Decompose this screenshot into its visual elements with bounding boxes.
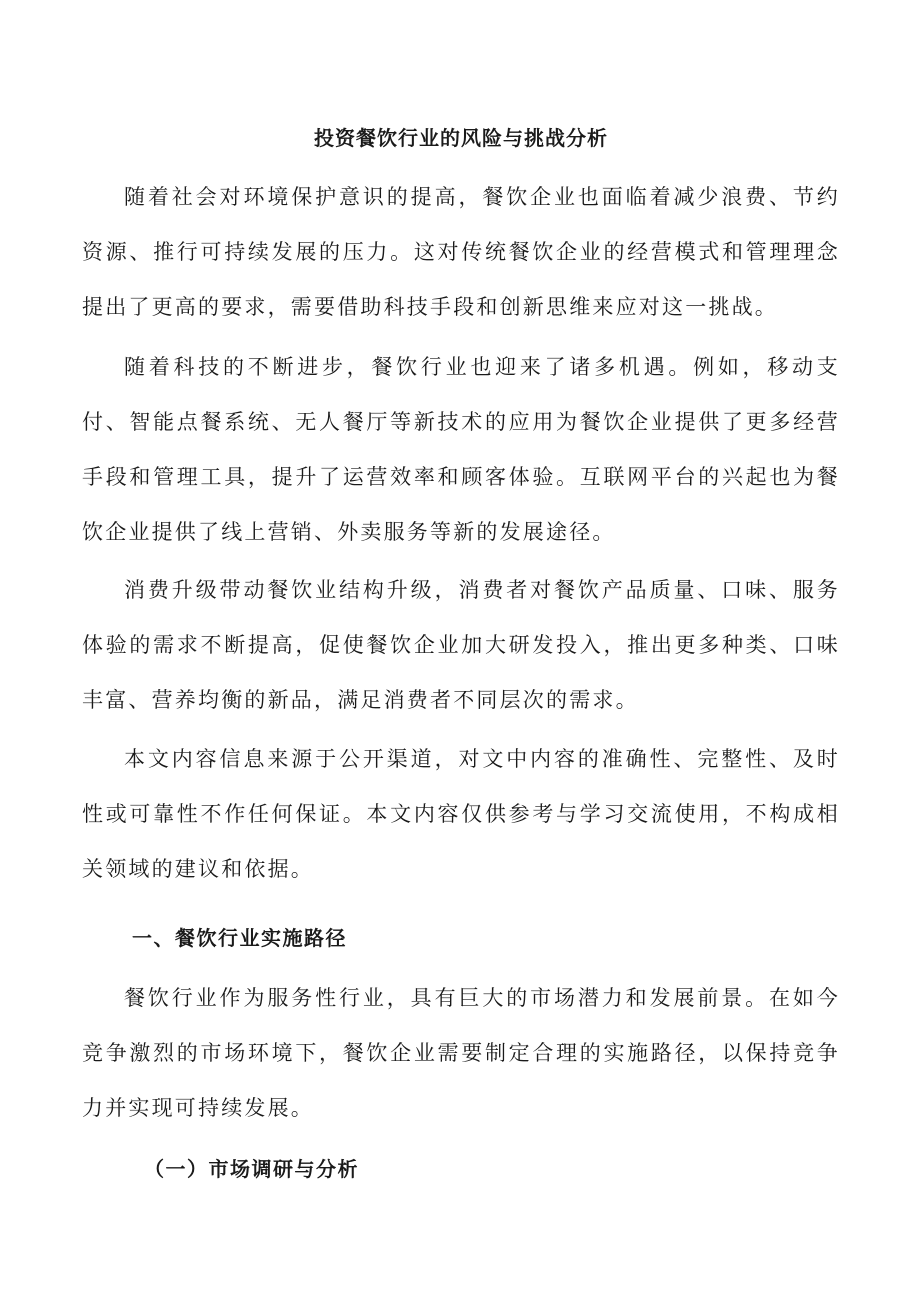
subsection-heading: （一）市场调研与分析 (144, 1157, 359, 1181)
paragraph-disclaimer: 本文内容信息来源于公开渠道，对文中内容的准确性、完整性、及时性或可靠性不作任何保证。本文内容仅供参考与学习交流使用，不构成相关领域的建议和依据。 (82, 747, 840, 881)
paragraph-consumption-upgrade: 消费升级带动餐饮业结构升级，消费者对餐饮产品质量、口味、服务体验的需求不断提高，促使餐饮企业加大研发投入，推出更多种类、口味丰富、营养均衡的新品，满足消费者不同层次的需求。 (82, 578, 840, 712)
paragraph-environment: 随着社会对环境保护意识的提高，餐饮企业也面临着减少浪费、节约资源、推行可持续发展的压力。这对传统餐饮企业的经营模式和管理理念提出了更高的要求，需要借助科技手段和创新思维来应对这一挑战。 (82, 185, 840, 319)
paragraph-technology: 随着科技的不断进步，餐饮行业也迎来了诸多机遇。例如，移动支付、智能点餐系统、无人餐厅等新技术的应用为餐饮企业提供了更多经营手段和管理工具，提升了运营效率和顾客体验。互联网平台的兴起也为餐饮企业提供了线上营销、外卖服务等新的发展途径。 (82, 355, 840, 544)
section-heading: 一、餐饮行业实施路径 (132, 926, 347, 950)
section-paragraph: 餐饮行业作为服务性行业，具有巨大的市场潜力和发展前景。在如今竞争激烈的市场环境下，餐饮企业需要制定合理的实施路径，以保持竞争力并实现可持续发展。 (82, 986, 840, 1120)
document-title: 投资餐饮行业的风险与挑战分析 (314, 126, 608, 150)
